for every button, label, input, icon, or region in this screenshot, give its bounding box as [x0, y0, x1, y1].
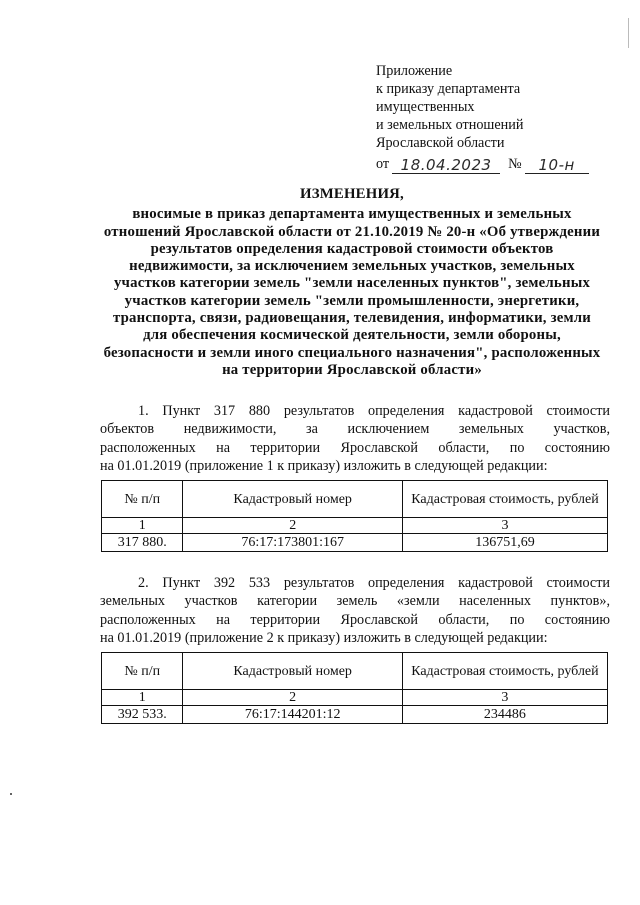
table-row	[102, 706, 608, 724]
appendix-line: имущественных	[376, 99, 475, 116]
item-number-cell: 392 533.	[102, 706, 183, 724]
header-cell-cadastral-value: Кадастровая стоимость, рублей	[402, 481, 607, 518]
table-2	[101, 652, 608, 724]
cadastral-number-cell: 76:17:173801:167	[183, 534, 403, 552]
header-cell-number: № п/п	[102, 481, 183, 518]
paragraph-line: расположенных на территории Ярославской области, по состоянию	[100, 611, 610, 628]
header-cell-cadastral-number: Кадастровый номер	[183, 653, 402, 690]
column-number-row	[102, 690, 608, 706]
title-line: недвижимости, за исключением земельных участков, земельных	[129, 258, 575, 275]
appendix-line: к приказу департамента	[376, 81, 521, 98]
cadastral-number-cell: 76:17:144201:12	[183, 706, 402, 724]
title-line: на территории Ярославской области»	[222, 361, 482, 378]
column-number-cell: 1	[102, 518, 183, 534]
title-line: отношений Ярославской области от 21.10.2019 № 20-н «Об утверждении	[103, 223, 601, 240]
title-line: транспорта, связи, радиовещания, телевидения, информатики, земли	[112, 310, 592, 327]
column-number-cell: 2	[183, 690, 402, 706]
header-cell-cadastral-value: Кадастровая стоимость, рублей	[402, 653, 607, 690]
table-row	[102, 534, 608, 552]
title-line: участков категории земель "земли населенных пунктов", земельных	[113, 275, 591, 292]
item-number-cell: 317 880.	[102, 534, 183, 552]
cadastral-value-cell: 136751,69	[402, 534, 607, 552]
paragraph-2	[100, 574, 610, 647]
paragraph-line: земельных участков категории земель «земли населенных пунктов»,	[100, 593, 610, 610]
header-cell-number: № п/п	[102, 653, 183, 690]
appendix-line: и земельных отношений	[376, 117, 524, 134]
document-title	[92, 186, 612, 379]
column-number-cell: 1	[102, 690, 183, 706]
cadastral-value-cell: 234486	[402, 706, 607, 724]
title-line: для обеспечения космической деятельности, земли обороны,	[143, 327, 561, 344]
header-cell-cadastral-number: Кадастровый номер	[183, 481, 403, 518]
appendix-line: Ярославской области	[376, 135, 505, 152]
appendix-line: Приложение	[376, 63, 453, 79]
title-line: участков категории земель "земли промышленности, энергетики,	[124, 292, 580, 309]
table-header-row	[102, 481, 608, 518]
title-line: безопасности и земли иного специального назначения", расположенных	[103, 344, 601, 361]
handwritten-date: 18.04.2023	[392, 157, 500, 174]
date-prefix: от	[376, 156, 390, 173]
title-line: вносимые в приказ департамента имущественных и земельных	[132, 206, 572, 223]
handwritten-order-number: 10-н	[525, 157, 589, 174]
paragraph-line: расположенных на территории Ярославской области, по состоянию	[100, 439, 610, 456]
title-line: результатов определения кадастровой стоимости объектов	[150, 240, 554, 257]
column-number-cell: 3	[402, 518, 607, 534]
number-sign: №	[508, 156, 522, 173]
paragraph-line: на 01.01.2019 (приложение 1 к приказу) изложить в следующей редакции:	[100, 457, 548, 474]
scan-edge-mark	[628, 18, 629, 48]
column-number-row	[102, 518, 608, 534]
paragraph-line: 2. Пункт 392 533 результатов определения кадастровой стоимости	[138, 575, 610, 591]
paragraph-line: объектов недвижимости, за исключением земельных участков,	[100, 421, 610, 438]
order-date-line	[376, 155, 616, 173]
scan-speck	[10, 793, 12, 795]
appendix-block	[376, 62, 616, 174]
column-number-cell: 2	[183, 518, 403, 534]
paragraph-1	[100, 402, 610, 475]
column-number-cell: 3	[402, 690, 607, 706]
paragraph-line: на 01.01.2019 (приложение 2 к приказу) изложить в следующей редакции:	[100, 629, 548, 646]
table-1	[101, 480, 608, 552]
table-header-row	[102, 653, 608, 690]
paragraph-line: 1. Пункт 317 880 результатов определения кадастровой стоимости	[138, 403, 610, 419]
title-heading: ИЗМЕНЕНИЯ,	[300, 186, 404, 202]
